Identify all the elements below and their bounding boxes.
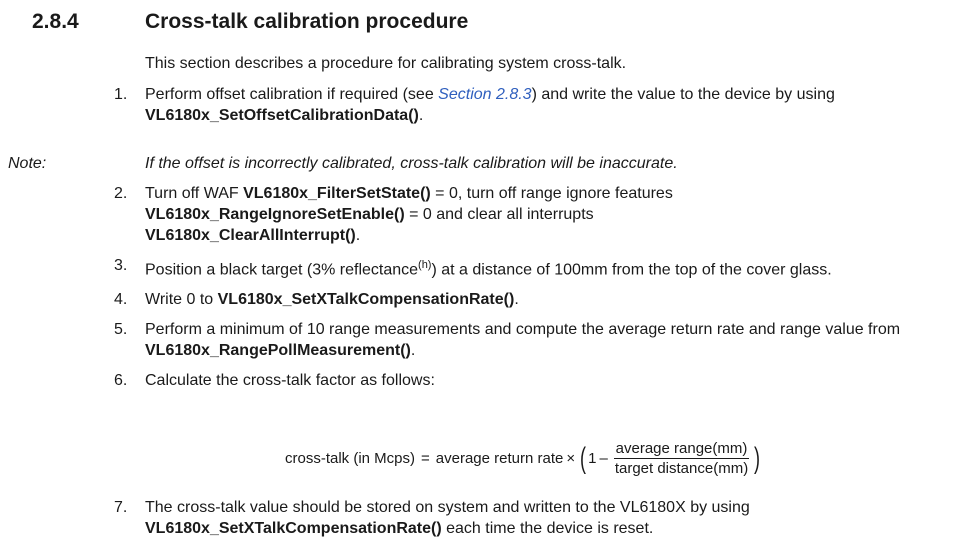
formula-fraction [613, 440, 750, 477]
function-name: VL6180x_SetXTalkCompensationRate() [145, 520, 442, 537]
step-number: 2. [114, 185, 128, 202]
step-text: Write 0 to [145, 291, 218, 309]
formula-open-paren: ( [580, 441, 587, 475]
list-item [114, 289, 944, 310]
section-link[interactable]: Section 2.8.3 [438, 86, 532, 103]
intro-paragraph: This section describes a procedure for calibrating system cross-talk. [145, 55, 627, 72]
formula-close-paren: ) [754, 441, 761, 475]
step-text: . [418, 107, 424, 124]
step-number: 3. [114, 257, 128, 274]
list-item [114, 370, 944, 391]
note-text: If the offset is incorrectly calibrated, cross-talk calibration will be inaccurate. [145, 155, 678, 172]
formula-denominator: target distance(mm) [614, 460, 749, 477]
function-name: VL6180x_SetXTalkCompensationRate() [217, 291, 515, 309]
list-item [114, 84, 944, 126]
note-label: Note: [8, 155, 47, 172]
function-name: VL6180x_ClearAllInterrupt() [145, 227, 356, 244]
step-list-part-1 [114, 84, 944, 135]
step-text: The cross-talk value should be stored on system and written to the VL6180X by using [145, 499, 750, 516]
formula-equals: = [421, 450, 430, 467]
step-number: 5. [114, 321, 128, 339]
list-item [114, 319, 944, 361]
formula-minus: – [599, 450, 608, 467]
step-text: . [410, 342, 416, 360]
step-text: ) at a distance of 100mm from the top of the cover glass. [431, 261, 832, 279]
step-text: Perform a minimum of 10 range measurements and compute the average return rate and range value from [145, 321, 901, 339]
step-text: each time the device is reset. [441, 520, 654, 537]
step-number: 1. [114, 86, 128, 103]
step-list-part-2 [114, 183, 944, 400]
formula-numerator: average range(mm) [615, 440, 748, 457]
function-name: VL6180x_RangePollMeasurement() [145, 342, 411, 360]
step-text: Calculate the cross-talk factor as follows: [145, 372, 435, 390]
function-name: VL6180x_SetOffsetCalibrationData() [145, 107, 419, 124]
step-number: 4. [114, 291, 128, 309]
list-item [114, 183, 944, 246]
step-text: = 0 and clear all interrupts [404, 206, 594, 223]
step-text: Position a black target (3% reflectance [145, 261, 419, 279]
formula-rate: average return rate [435, 450, 564, 467]
step-text: Turn off WAF [145, 185, 244, 202]
section-title: Cross-talk calibration procedure [145, 10, 469, 33]
function-name: VL6180x_FilterSetState() [243, 185, 431, 202]
step-text: Perform offset calibration if required (see [145, 86, 439, 103]
formula-lhs: cross-talk (in Mcps) [285, 450, 416, 467]
footnote-ref: (h) [418, 259, 432, 271]
function-name: VL6180x_RangeIgnoreSetEnable() [145, 206, 405, 223]
step-number: 7. [114, 499, 128, 516]
formula-one: 1 [588, 450, 597, 467]
section-number: 2.8.4 [32, 10, 79, 33]
step-text: = 0, turn off range ignore features [430, 185, 673, 202]
step-number: 6. [114, 372, 128, 390]
cross-talk-formula [285, 440, 762, 477]
step-text: . [355, 227, 361, 244]
list-item [114, 497, 944, 539]
step-text: ) and write the value to the device by using [531, 86, 835, 103]
formula-times: × [566, 450, 576, 467]
list-item [114, 255, 944, 280]
step-list-part-3 [114, 497, 944, 548]
step-text: . [514, 291, 519, 309]
